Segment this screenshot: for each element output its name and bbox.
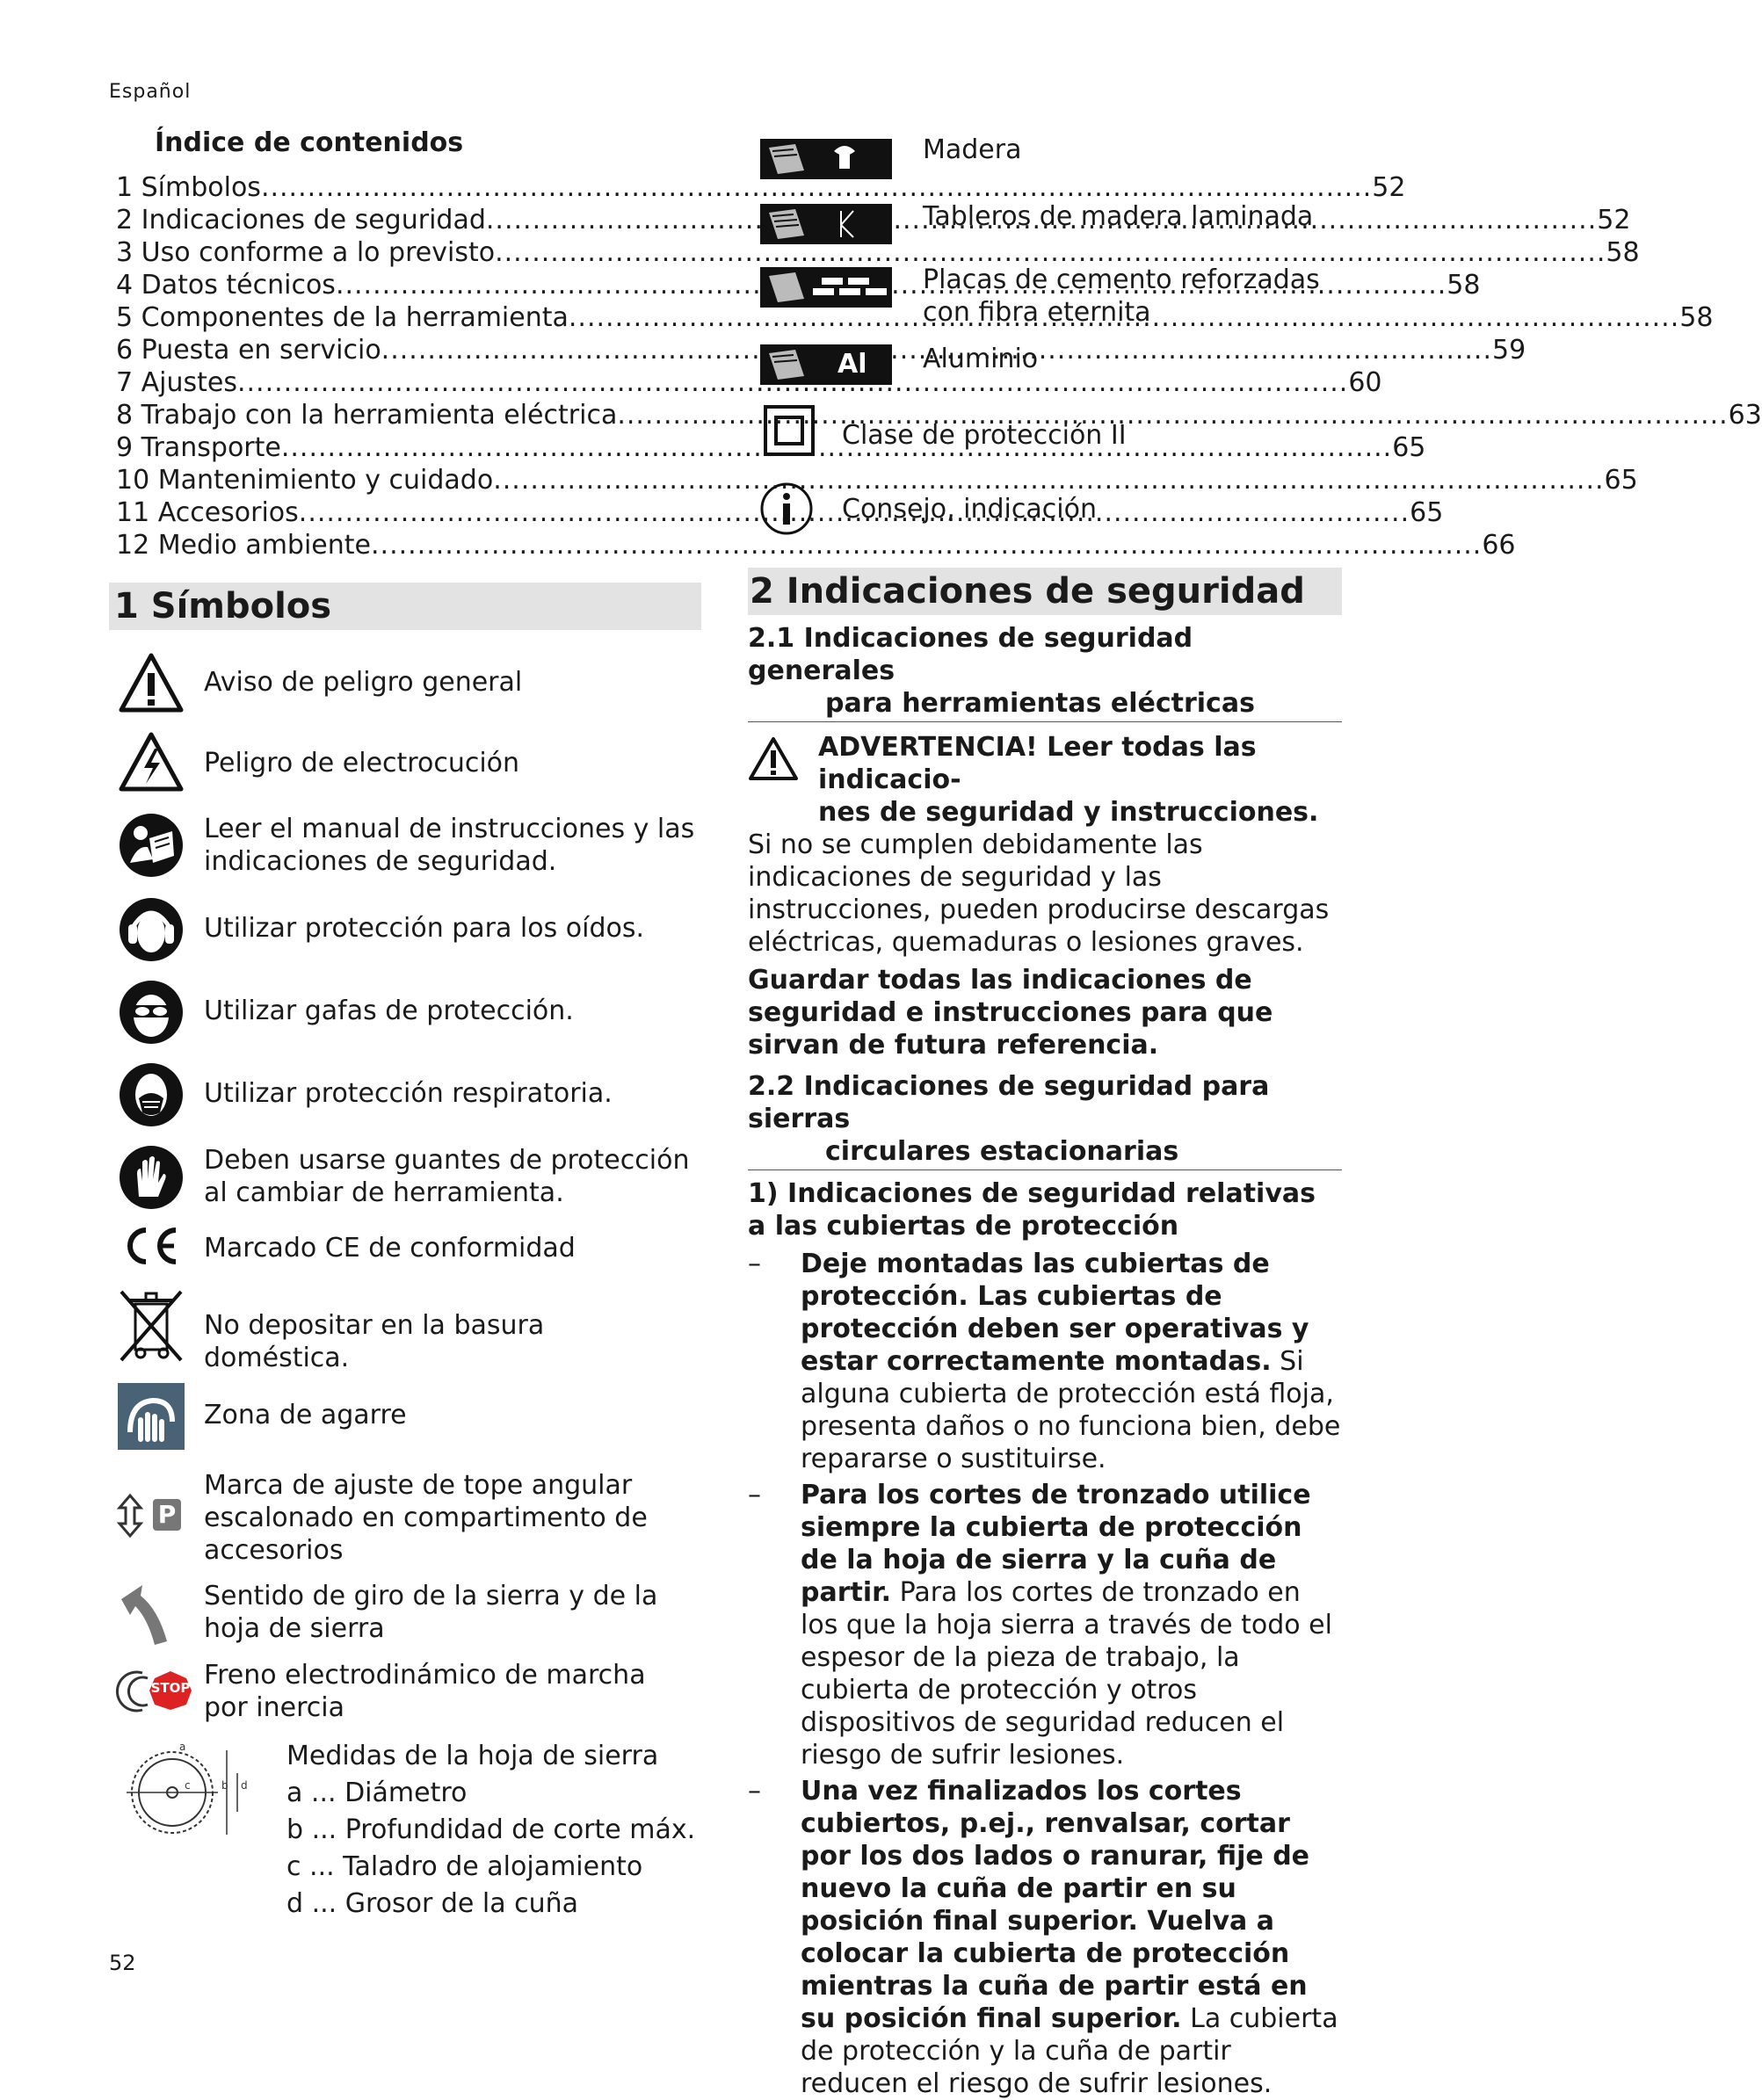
- toc-entry[interactable]: 5 Componentes de la herramienta ..... 58: [116, 301, 685, 334]
- page-number: 52: [109, 1951, 136, 1975]
- subheading-general: 2.1 Indicaciones de seguridad generales para herramientas eléctricas: [748, 622, 1342, 722]
- svg-text:d: d: [241, 1779, 248, 1792]
- brake-stop-icon: [118, 1666, 193, 1715]
- aluminium-badge: Al: [837, 349, 867, 380]
- symbol-text: Utilizar protección para los oídos.: [204, 913, 645, 944]
- toc-entry[interactable]: 2 Indicaciones de seguridad ..... 52: [116, 204, 685, 236]
- blade-title: Medidas de la hoja de sierra: [286, 1741, 659, 1771]
- svg-text:a: a: [179, 1741, 186, 1753]
- symbol-text: Deben usarse guantes de protección al cambiar de herramienta.: [204, 1145, 690, 1208]
- material-text: Placas de cemento reforzadas con fibra eternita: [923, 264, 1320, 328]
- goggles-icon: [118, 979, 185, 1046]
- toc-entry[interactable]: 3 Uso conforme a lo previsto ..... 58: [116, 236, 685, 269]
- class-ii-icon: [763, 404, 816, 457]
- brake-stop-label: STOP: [150, 1680, 191, 1696]
- grip-zone-icon: [118, 1383, 185, 1450]
- toc-entry[interactable]: 1 Símbolos ..... 52: [116, 171, 685, 204]
- blade-dimensions: [286, 1738, 695, 1923]
- rotation-arrow-icon: [118, 1583, 185, 1647]
- symbol-text: Peligro de electrocución: [204, 748, 520, 778]
- symbol-text: Sentido de giro de la sierra y de la hoja de sierra: [204, 1581, 658, 1644]
- symbol-text: Freno electrodinámico de marcha por inercia: [204, 1660, 646, 1723]
- svg-text:c: c: [185, 1779, 191, 1792]
- symbol-text: No depositar en la basura doméstica.: [204, 1310, 545, 1373]
- blade-b: b ... Profundidad de corte máx.: [286, 1814, 696, 1845]
- class-ii-text: Clase de protección II: [842, 420, 1127, 451]
- angle-stop-letter: P: [153, 1499, 181, 1531]
- material-text: Tableros de madera laminada: [923, 201, 1314, 232]
- toc-entry[interactable]: 6 Puesta en servicio ..... 59: [116, 334, 685, 366]
- item-heading: 1) Indicaciones de seguridad relativas a las cubiertas de protección: [748, 1178, 1316, 1242]
- symbol-text: Zona de agarre: [204, 1400, 407, 1430]
- blade-c: c ... Taladro de alojamiento: [286, 1851, 643, 1882]
- read-manual-icon: [118, 812, 185, 879]
- toc-entry[interactable]: 8 Trabajo con la herramienta eléctrica ..... 63: [116, 399, 685, 431]
- toc-entry[interactable]: 11 Accesorios ..... 65: [116, 496, 685, 529]
- cement-board-icon: [760, 267, 892, 308]
- list-item: – Deje montadas las cubiertas de protección. Las cubiertas de protección deben ser operativas y estar correctamente montadas. Si alguna cubierta de protección está floja, presenta daños o no funciona bien, debe repararse o sustituirse.: [748, 1249, 1341, 1474]
- toc-entry[interactable]: 9 Transporte ..... 65: [116, 431, 685, 464]
- tip-text: Consejo, indicación: [842, 494, 1097, 525]
- subheading-stationary: 2.2 Indicaciones de seguridad para sierras circulares estacionarias: [748, 1070, 1342, 1170]
- aluminium-icon: [760, 344, 892, 385]
- laminated-wood-icon: [760, 204, 892, 244]
- symbol-text: Marca de ajuste de tope angular escalonado en compartimento de accesorios: [204, 1470, 648, 1566]
- info-icon: [759, 482, 814, 536]
- toc-entry[interactable]: 10 Mantenimiento y cuidado ..... 65: [116, 464, 685, 496]
- saw-blade-diagram-icon: [118, 1738, 246, 1845]
- warning-triangle-icon: [118, 650, 185, 717]
- symbol-text: Utilizar gafas de protección.: [204, 996, 574, 1026]
- svg-text:b: b: [221, 1779, 228, 1792]
- ce-mark-icon: [118, 1220, 185, 1272]
- angle-stop-icon: [118, 1494, 188, 1538]
- blade-d: d ... Grosor de la cuña: [286, 1888, 579, 1919]
- warning-paragraph: ADVERTENCIA! Leer todas las indicacio- nes de seguridad y instrucciones. Si no se cumplen debidamente las indicaciones de seguridad y las instrucciones, pueden producirse descargas eléctricas, quemaduras o lesiones graves.: [748, 732, 1330, 958]
- warning-small-icon: [748, 736, 799, 782]
- section-heading-symbols: 1 Símbolos: [109, 583, 701, 630]
- wood-icon: [760, 139, 892, 179]
- ear-protection-icon: [118, 896, 185, 963]
- symbol-text: Aviso de peligro general: [204, 667, 523, 698]
- toc-title: Índice de contenidos: [155, 127, 464, 158]
- symbol-text: Utilizar protección respiratoria.: [204, 1078, 613, 1109]
- list-item: – Para los cortes de tronzado utilice siempre la cubierta de protección de la hoja de sierra y la cuña de partir. Para los cortes de tronzado en los que la hoja sierra a través de todo el espesor de la pieza de trabajo, la cubierta de protección y otros dispositivos de seguridad reducen el riesgo de sufrir lesiones.: [748, 1480, 1332, 1771]
- crossed-bin-icon: [118, 1288, 185, 1364]
- material-text: Madera: [923, 134, 1022, 165]
- toc-entry[interactable]: 4 Datos técnicos ..... 58: [116, 269, 685, 301]
- blade-a: a ... Diámetro: [286, 1778, 468, 1808]
- list-item: – Una vez finalizados los cortes cubiertos, p.ej., renvalsar, cortar por los dos lados o ranurar, fije de nuevo la cuña de partir en su posición final superior. Vuelva a colocar la cubierta de protección mientras la cuña de partir está en su posición final superior. La cubierta de protección y la cuña de partir reducen el riesgo de sufrir lesiones.: [748, 1776, 1338, 2099]
- symbol-text: Leer el manual de instrucciones y las indicaciones de seguridad.: [204, 814, 695, 877]
- toc-entry[interactable]: 7 Ajustes ..... 60: [116, 366, 685, 399]
- symbol-text: Marcado CE de conformidad: [204, 1233, 576, 1264]
- safety-content: [748, 622, 1342, 2100]
- language-label: Español: [109, 81, 192, 103]
- keep-instructions: Guardar todas las indicaciones de seguridad e instrucciones para que sirvan de futura referencia.: [748, 965, 1273, 1061]
- electrocution-icon: [118, 729, 185, 796]
- section-heading-safety: 2 Indicaciones de seguridad: [748, 568, 1342, 615]
- respirator-icon: [118, 1061, 185, 1128]
- gloves-icon: [118, 1144, 185, 1211]
- material-text: Aluminio: [923, 344, 1039, 374]
- toc-entry[interactable]: 12 Medio ambiente ..... 66: [116, 529, 685, 561]
